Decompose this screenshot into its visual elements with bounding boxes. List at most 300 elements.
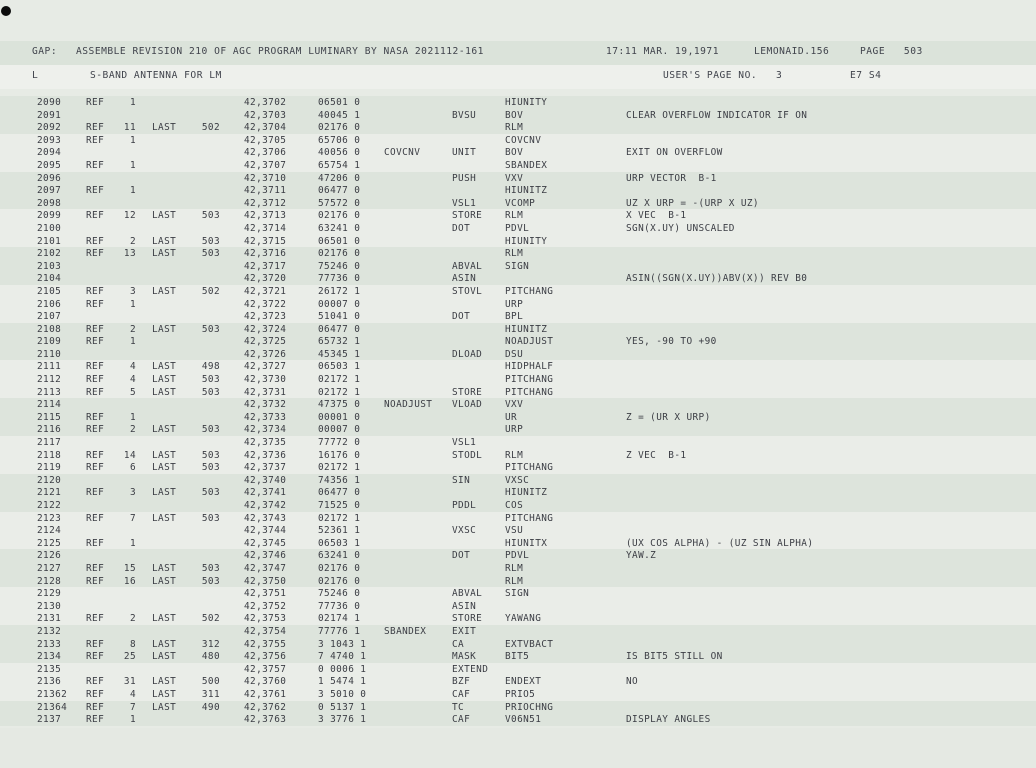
operand: NOADJUST (505, 336, 554, 348)
opcode: STOVL (452, 285, 483, 297)
line-number: 2104 (37, 273, 62, 285)
memory-address: 42,3725 (244, 336, 287, 348)
operand: DSU (505, 348, 524, 360)
memory-address: 42,3712 (244, 197, 287, 209)
listing-row (0, 512, 1036, 525)
ref-tag: REF (86, 613, 105, 625)
opcode: BZF (452, 676, 471, 688)
ref-tag: REF (86, 487, 105, 499)
memory-address: 42,3735 (244, 437, 287, 449)
operand: BOV (505, 147, 524, 159)
octal-code: 47375 0 (318, 399, 361, 411)
octal-code: 77772 0 (318, 437, 361, 449)
listing-row (0, 663, 1036, 676)
octal-code: 0 0006 1 (318, 663, 367, 675)
line-number: 2129 (37, 588, 62, 600)
listing-row (0, 411, 1036, 424)
line-number: 2125 (37, 537, 62, 549)
listing-row (0, 688, 1036, 701)
line-number: 2124 (37, 525, 62, 537)
comment: NO (626, 676, 639, 688)
ref-count: 16 (123, 575, 136, 587)
comment: EXIT ON OVERFLOW (626, 147, 723, 159)
ref-count: 5 (129, 386, 136, 398)
last-tag: LAST (152, 487, 177, 499)
memory-address: 42,3716 (244, 248, 287, 260)
octal-code: 3 5010 0 (318, 688, 367, 700)
line-number: 2136 (37, 676, 62, 688)
ref-tag: REF (86, 185, 105, 197)
listing-row (0, 423, 1036, 436)
memory-address: 42,3711 (244, 185, 287, 197)
memory-address: 42,3731 (244, 386, 287, 398)
opcode: CA (452, 638, 465, 650)
opcode: PUSH (452, 172, 477, 184)
listing-row (0, 675, 1036, 688)
line-number: 2131 (37, 613, 62, 625)
ref-count: 13 (123, 248, 136, 260)
octal-code: 40056 0 (318, 147, 361, 159)
operand: UR (505, 411, 518, 423)
octal-code: 7 4740 1 (318, 651, 367, 663)
memory-address: 42,3730 (244, 374, 287, 386)
ref-tag: REF (86, 676, 105, 688)
memory-address: 42,3756 (244, 651, 287, 663)
octal-code: 74356 1 (318, 474, 361, 486)
listing-row (0, 575, 1036, 588)
ref-count: 1 (129, 185, 136, 197)
listing-row (0, 348, 1036, 361)
opcode: DOT (452, 311, 471, 323)
memory-address: 42,3754 (244, 625, 287, 637)
octal-code: 06503 1 (318, 361, 361, 373)
last-page: 503 (201, 449, 220, 461)
ref-tag: REF (86, 462, 105, 474)
last-page: 503 (201, 386, 220, 398)
user-page-number: USER'S PAGE NO. 3 (663, 70, 783, 81)
listing-row (0, 638, 1036, 651)
operand: HIUNITZ (505, 323, 548, 335)
octal-code: 51041 0 (318, 311, 361, 323)
ref-tag: REF (86, 688, 105, 700)
operand: RLM (505, 122, 524, 134)
line-number: 2103 (37, 260, 62, 272)
punch-hole (1, 6, 11, 16)
ref-tag: REF (86, 411, 105, 423)
listing-row (0, 134, 1036, 147)
octal-code: 77736 0 (318, 273, 361, 285)
ref-tag: REF (86, 122, 105, 134)
ref-tag: REF (86, 248, 105, 260)
operand: PITCHANG (505, 374, 554, 386)
operand: PDVL (505, 550, 530, 562)
listing-header (0, 41, 1036, 65)
listing-row (0, 172, 1036, 185)
listing-row (0, 184, 1036, 197)
octal-code: 52361 1 (318, 525, 361, 537)
line-number: 2101 (37, 235, 62, 247)
operand: RLM (505, 248, 524, 260)
memory-address: 42,3710 (244, 172, 287, 184)
ref-tag: REF (86, 651, 105, 663)
listing-row (0, 562, 1036, 575)
operand: PITCHANG (505, 462, 554, 474)
operand: PITCHANG (505, 386, 554, 398)
listing-row (0, 612, 1036, 625)
last-tag: LAST (152, 235, 177, 247)
last-tag: LAST (152, 361, 177, 373)
symbol-label: SBANDEX (384, 625, 427, 637)
memory-address: 42,3724 (244, 323, 287, 335)
last-tag: LAST (152, 562, 177, 574)
timestamp: 17:11 MAR. 19,1971 (606, 46, 719, 57)
line-number: 2135 (37, 663, 62, 675)
opcode: PDDL (452, 500, 477, 511)
operand: URP (505, 298, 524, 310)
operand: URP (505, 424, 524, 436)
memory-address: 42,3713 (244, 210, 287, 222)
line-number: 2090 (37, 97, 62, 108)
section-title: S-BAND ANTENNA FOR LM (90, 70, 222, 81)
memory-address: 42,3715 (244, 235, 287, 247)
ref-count: 1 (129, 537, 136, 549)
memory-address: 42,3751 (244, 588, 287, 600)
listing-row (0, 285, 1036, 298)
listing-row (0, 235, 1036, 248)
line-number: 2095 (37, 159, 62, 171)
ref-count: 7 (129, 512, 136, 524)
memory-address: 42,3722 (244, 298, 287, 310)
octal-code: 77776 1 (318, 625, 361, 637)
opcode: CAF (452, 714, 471, 726)
listing-row (0, 600, 1036, 613)
memory-address: 42,3705 (244, 134, 287, 146)
ref-tag: REF (86, 638, 105, 650)
ref-tag: REF (86, 323, 105, 335)
opcode: EXTEND (452, 663, 489, 675)
opcode: DLOAD (452, 348, 483, 360)
opcode: DOT (452, 222, 471, 234)
last-tag: LAST (152, 323, 177, 335)
memory-address: 42,3706 (244, 147, 287, 159)
comment: URP VECTOR B-1 (626, 172, 717, 184)
octal-code: 45345 1 (318, 348, 361, 360)
listing-row (0, 461, 1036, 474)
last-page: 311 (201, 688, 220, 700)
line-number: 2119 (37, 462, 62, 474)
line-number: 2106 (37, 298, 62, 310)
memory-address: 42,3740 (244, 474, 287, 486)
line-number: 2107 (37, 311, 62, 323)
comment: SGN(X.UY) UNSCALED (626, 222, 735, 234)
line-number: 2091 (37, 109, 62, 121)
memory-address: 42,3741 (244, 487, 287, 499)
memory-address: 42,3707 (244, 159, 287, 171)
listing-row (0, 549, 1036, 562)
ref-tag: REF (86, 235, 105, 247)
operand: COS (505, 500, 524, 511)
ref-tag: REF (86, 134, 105, 146)
comment: X VEC B-1 (626, 210, 687, 222)
ref-tag: REF (86, 575, 105, 587)
operand: VCOMP (505, 197, 536, 209)
memory-address: 42,3744 (244, 525, 287, 537)
listing-row (0, 159, 1036, 172)
last-tag: LAST (152, 638, 177, 650)
octal-code: 02176 0 (318, 562, 361, 574)
operand: YAWANG (505, 613, 542, 625)
ref-tag: REF (86, 210, 105, 222)
listing-row (0, 298, 1036, 311)
comment: UZ X URP = -(URP X UZ) (626, 197, 759, 209)
line-number: 21364 (37, 701, 68, 713)
operand: HIUNITZ (505, 487, 548, 499)
octal-code: 02172 1 (318, 386, 361, 398)
listing-row (0, 537, 1036, 550)
ref-count: 4 (129, 688, 136, 700)
last-page: 503 (201, 462, 220, 474)
operand: VXV (505, 172, 524, 184)
ref-tag: REF (86, 512, 105, 524)
memory-address: 42,3734 (244, 424, 287, 436)
last-page: 480 (201, 651, 220, 663)
paper-margin (0, 728, 1036, 768)
opcode: STORE (452, 386, 483, 398)
listing-row (0, 222, 1036, 235)
opcode: TC (452, 701, 465, 713)
listing-row (0, 109, 1036, 122)
ref-count: 25 (123, 651, 136, 663)
octal-code: 06503 1 (318, 537, 361, 549)
last-tag: LAST (152, 424, 177, 436)
operand: HIDPHALF (505, 361, 554, 373)
last-tag: LAST (152, 210, 177, 222)
last-page: 503 (201, 248, 220, 260)
operand: EXTVBACT (505, 638, 554, 650)
memory-address: 42,3743 (244, 512, 287, 524)
last-page: 312 (201, 638, 220, 650)
last-tag: LAST (152, 676, 177, 688)
last-page: 503 (201, 487, 220, 499)
listing-row (0, 524, 1036, 537)
last-tag: LAST (152, 575, 177, 587)
octal-code: 65706 0 (318, 134, 361, 146)
comment: IS BIT5 STILL ON (626, 651, 723, 663)
octal-code: 75246 0 (318, 260, 361, 272)
ref-count: 14 (123, 449, 136, 461)
opcode: EXIT (452, 625, 477, 637)
last-tag: LAST (152, 613, 177, 625)
last-page: 503 (201, 210, 220, 222)
operand: RLM (505, 210, 524, 222)
user-id: LEMONAID.156 (754, 46, 830, 57)
listing-row (0, 486, 1036, 499)
opcode: DOT (452, 550, 471, 562)
line-number: 2105 (37, 285, 62, 297)
ref-tag: REF (86, 386, 105, 398)
opcode: ASIN (452, 273, 477, 285)
operand: PITCHANG (505, 512, 554, 524)
line-number: 2117 (37, 437, 62, 449)
ref-count: 2 (129, 424, 136, 436)
last-tag: LAST (152, 449, 177, 461)
memory-address: 42,3750 (244, 575, 287, 587)
opcode: CAF (452, 688, 471, 700)
octal-code: 00001 0 (318, 411, 361, 423)
ref-count: 8 (129, 638, 136, 650)
comment: Z = (UR X URP) (626, 411, 711, 423)
ref-count: 12 (123, 210, 136, 222)
listing-row (0, 499, 1036, 512)
ref-count: 11 (123, 122, 136, 134)
octal-code: 02172 1 (318, 512, 361, 524)
operand: V06N51 (505, 714, 542, 726)
octal-code: 02176 0 (318, 210, 361, 222)
operand: BOV (505, 109, 524, 121)
listing-row (0, 701, 1036, 714)
ref-count: 3 (129, 285, 136, 297)
ref-tag: REF (86, 159, 105, 171)
memory-address: 42,3757 (244, 663, 287, 675)
octal-code: 06501 0 (318, 97, 361, 108)
octal-code: 00007 0 (318, 424, 361, 436)
opcode: ABVAL (452, 588, 483, 600)
last-page: 490 (201, 701, 220, 713)
sheet-code: E7 S4 (850, 70, 882, 81)
ref-count: 1 (129, 159, 136, 171)
operand: PITCHANG (505, 285, 554, 297)
octal-code: 06477 0 (318, 487, 361, 499)
line-number: 2112 (37, 374, 62, 386)
octal-code: 06477 0 (318, 185, 361, 197)
operand: HIUNITX (505, 537, 548, 549)
octal-code: 1 5474 1 (318, 676, 367, 688)
last-tag: LAST (152, 122, 177, 134)
octal-code: 0 5137 1 (318, 701, 367, 713)
octal-code: 77736 0 (318, 600, 361, 612)
ref-count: 31 (123, 676, 136, 688)
last-page: 503 (201, 323, 220, 335)
memory-address: 42,3703 (244, 109, 287, 121)
ref-count: 3 (129, 487, 136, 499)
octal-code: 47206 0 (318, 172, 361, 184)
line-number: 2134 (37, 651, 62, 663)
listing-row (0, 713, 1036, 726)
last-page: 502 (201, 122, 220, 134)
opcode: ASIN (452, 600, 477, 612)
memory-address: 42,3727 (244, 361, 287, 373)
listing-row (0, 96, 1036, 109)
ref-tag: REF (86, 97, 105, 108)
listing-row (0, 436, 1036, 449)
operand: RLM (505, 575, 524, 587)
octal-code: 40045 1 (318, 109, 361, 121)
line-number: 2126 (37, 550, 62, 562)
opcode: MASK (452, 651, 477, 663)
listing-row (0, 146, 1036, 159)
octal-code: 63241 0 (318, 222, 361, 234)
memory-address: 42,3732 (244, 399, 287, 411)
line-number: 21362 (37, 688, 68, 700)
line-number: 2133 (37, 638, 62, 650)
assembly-title: ASSEMBLE REVISION 210 OF AGC PROGRAM LUMINARY BY NASA 2021112-161 (76, 46, 484, 57)
last-page: 502 (201, 285, 220, 297)
page-number: PAGE 503 (860, 46, 923, 57)
comment: DISPLAY ANGLES (626, 714, 711, 726)
octal-code: 75246 0 (318, 588, 361, 600)
memory-address: 42,3745 (244, 537, 287, 549)
operand: PRIOCHNG (505, 701, 554, 713)
memory-address: 42,3736 (244, 449, 287, 461)
ref-tag: REF (86, 537, 105, 549)
last-page: 498 (201, 361, 220, 373)
ref-tag: REF (86, 714, 105, 726)
octal-code: 3 1043 1 (318, 638, 367, 650)
ref-tag: REF (86, 449, 105, 461)
octal-code: 02172 1 (318, 374, 361, 386)
opcode: VSL1 (452, 437, 477, 449)
listing-row (0, 272, 1036, 285)
octal-code: 02172 1 (318, 462, 361, 474)
ref-count: 7 (129, 701, 136, 713)
listing-row (0, 360, 1036, 373)
ref-count: 1 (129, 411, 136, 423)
opcode: STORE (452, 613, 483, 625)
opcode: STORE (452, 210, 483, 222)
ref-tag: REF (86, 298, 105, 310)
line-number: 2128 (37, 575, 62, 587)
listing-row (0, 335, 1036, 348)
ref-count: 1 (129, 336, 136, 348)
line-number: 2108 (37, 323, 62, 335)
memory-address: 42,3762 (244, 701, 287, 713)
memory-address: 42,3733 (244, 411, 287, 423)
operand: HIUNITY (505, 97, 548, 108)
ref-count: 1 (129, 714, 136, 726)
ref-count: 1 (129, 298, 136, 310)
listing-row (0, 398, 1036, 411)
opcode: BVSU (452, 109, 477, 121)
line-number: 2093 (37, 134, 62, 146)
octal-code: 63241 0 (318, 550, 361, 562)
line-number: 2130 (37, 600, 62, 612)
comment: ASIN((SGN(X.UY))ABV(X)) REV B0 (626, 273, 808, 285)
code-listing (0, 96, 1036, 726)
line-number: 2096 (37, 172, 62, 184)
line-number: 2137 (37, 714, 62, 726)
last-page: 503 (201, 562, 220, 574)
last-page: 502 (201, 613, 220, 625)
last-tag: LAST (152, 512, 177, 524)
comment: CLEAR OVERFLOW INDICATOR IF ON (626, 109, 808, 121)
memory-address: 42,3717 (244, 260, 287, 272)
opcode: VXSC (452, 525, 477, 537)
octal-code: 02176 0 (318, 122, 361, 134)
operand: SIGN (505, 588, 530, 600)
line-number: 2098 (37, 197, 62, 209)
line-number: 2122 (37, 500, 62, 511)
listing-row (0, 260, 1036, 273)
listing-subheader (0, 65, 1036, 89)
memory-address: 42,3726 (244, 348, 287, 360)
comment: YES, -90 TO +90 (626, 336, 717, 348)
operand: BIT5 (505, 651, 530, 663)
octal-code: 06501 0 (318, 235, 361, 247)
octal-code: 16176 0 (318, 449, 361, 461)
line-number: 2120 (37, 474, 62, 486)
ref-count: 2 (129, 323, 136, 335)
listing-row (0, 587, 1036, 600)
